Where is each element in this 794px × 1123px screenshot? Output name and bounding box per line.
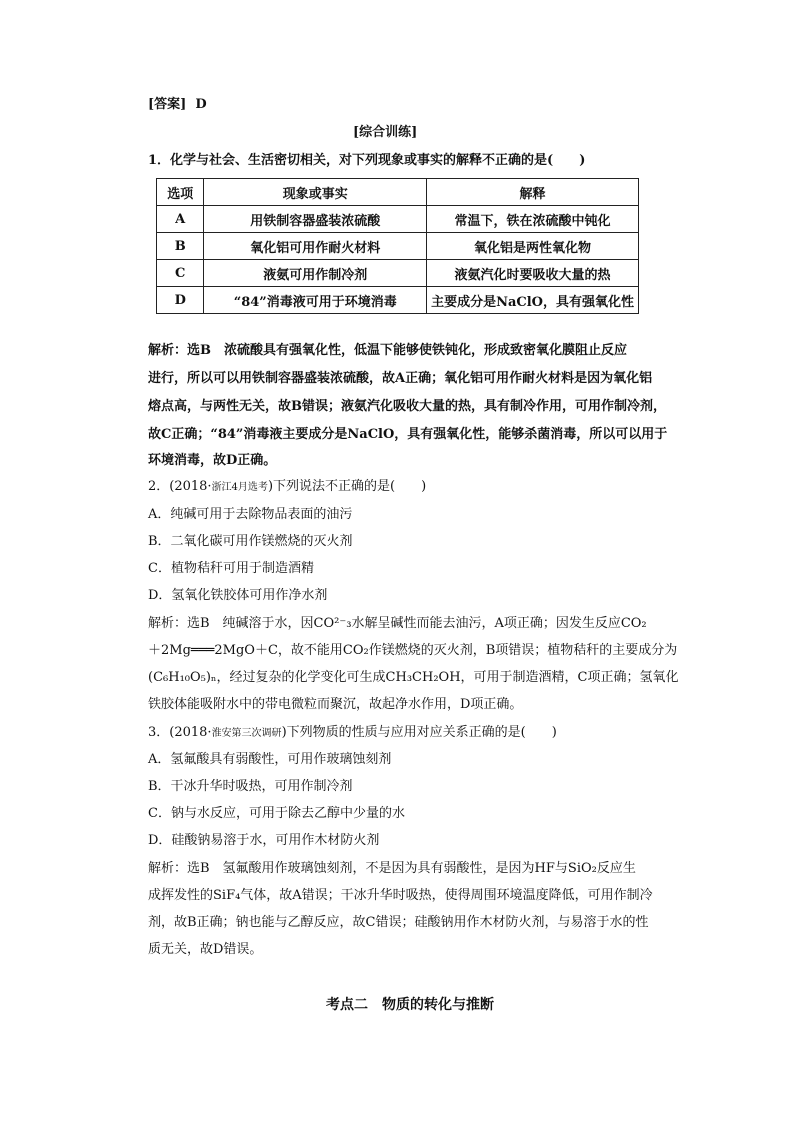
table-header-cell: 选项 [157,179,204,206]
q2-number: 2．(2018· [148,479,212,494]
answer-label: [答案] [148,97,187,112]
table-cell: 氧化铝是两性氧化物 [427,233,639,260]
q1-analysis-line: 故C正确；“84”消毒液主要成分是NaClO，具有强氧化性，能够杀菌消毒，所以可以用于 [148,427,668,442]
q2-analysis-line: 解析：选B 纯碱溶于水，因CO²⁻₃水解呈碱性而能去油污，A项正确；因发生反应CO₂ [148,616,647,631]
table-cell: B [157,233,204,260]
table-header-row [157,179,639,206]
table-row [157,206,639,233]
q3-analysis-line: 解析：选B 氢氟酸用作玻璃蚀刻剂，不是因为具有弱酸性，是因为HF与SiO₂反应生 [148,861,636,876]
table-cell: 液氨可用作制冷剂 [204,260,427,287]
table-row [157,260,639,287]
q2-option: A．纯碱可用于去除物品表面的油污 [148,507,353,522]
q1-analysis-line: 熔点高，与两性无关，故B错误；液氨汽化吸收大量的热，具有制冷作用，可用作制冷剂， [148,399,666,414]
q1-table [156,178,639,314]
q2-stem-text: )下列说法不正确的是( ) [267,479,427,494]
q3-stem [148,724,557,743]
table-row [157,287,639,314]
q1-analysis-line: 解析：选B 浓硫酸具有强氧化性，低温下能够使铁钝化，形成致密氧化膜阻止反应 [148,343,627,358]
answer-line [148,96,207,114]
table-header-cell: 解释 [427,179,639,206]
table-cell: 主要成分是NaClO，具有强氧化性 [427,287,639,314]
q3-source: 淮安第三次调研 [211,728,282,739]
q1-stem: 1．化学与社会、生活密切相关，对下列现象或事实的解释不正确的是( ) [148,153,586,168]
table-cell: D [157,287,204,314]
table-cell: “84”消毒液可用于环境消毒 [204,287,427,314]
table-cell: 氧化铝可用作耐火材料 [204,233,427,260]
q3-option: C．钠与水反应，可用于除去乙醇中少量的水 [148,806,405,821]
q2-stem [148,478,426,497]
answer-value: D [195,97,207,112]
section-heading: 考点二 物质的转化与推断 [326,997,494,1013]
table-cell: 常温下，铁在浓硫酸中钝化 [427,206,639,233]
table-header-cell: 现象或事实 [204,179,427,206]
q2-analysis-line: (C₆H₁₀O₅)ₙ，经过复杂的化学变化可生成CH₃CH₂OH，可用于制造酒精，C项正确；氢氧化 [148,670,679,685]
q3-option: A．氢氟酸具有弱酸性，可用作玻璃蚀刻剂 [148,752,392,767]
table-cell: A [157,206,204,233]
q3-stem-text: )下列物质的性质与应用对应关系正确的是( ) [281,725,557,740]
q3-number: 3．(2018· [148,725,212,740]
q2-option: C．植物秸秆可用于制造酒精 [148,561,314,576]
q1-analysis-line: 环境消毒，故D正确。 [148,453,277,468]
table-cell: 液氨汽化时要吸收大量的热 [427,260,639,287]
q3-analysis-line: 成挥发性的SiF₄气体，故A错误；干冰升华时吸热，使得周围环境温度降低，可用作制冷 [148,888,653,903]
table-row [157,233,639,260]
q3-option: D．硅酸钠易溶于水，可用作木材防火剂 [148,833,380,848]
q2-source: 浙江4月选考 [211,482,268,493]
table-cell: C [157,260,204,287]
q1-analysis-line: 进行，所以可以用铁制容器盛装浓硫酸，故A正确；氧化铝可用作耐火材料是因为氧化铝 [148,371,653,386]
section-title: [综合训练] [353,125,418,140]
q2-analysis-line: 铁胶体能吸附水中的带电微粒而聚沉，故起净水作用，D项正确。 [148,697,523,712]
q2-analysis-line: ＋2Mg═══2MgO＋C，故不能用CO₂作镁燃烧的灭火剂，B项错误；植物秸秆的主要成分为 [148,643,678,658]
q2-option: D．氢氧化铁胶体可用作净水剂 [148,588,328,603]
table-cell: 用铁制容器盛装浓硫酸 [204,206,427,233]
q2-option: B．二氧化碳可用作镁燃烧的灭火剂 [148,534,353,549]
q3-analysis-line: 质无关，故D错误。 [148,942,263,957]
q3-option: B．干冰升华时吸热，可用作制冷剂 [148,779,353,794]
q3-analysis-line: 剂，故B正确；钠也能与乙醇反应，故C错误；硅酸钠用作木材防火剂，与易溶于水的性 [148,915,649,930]
